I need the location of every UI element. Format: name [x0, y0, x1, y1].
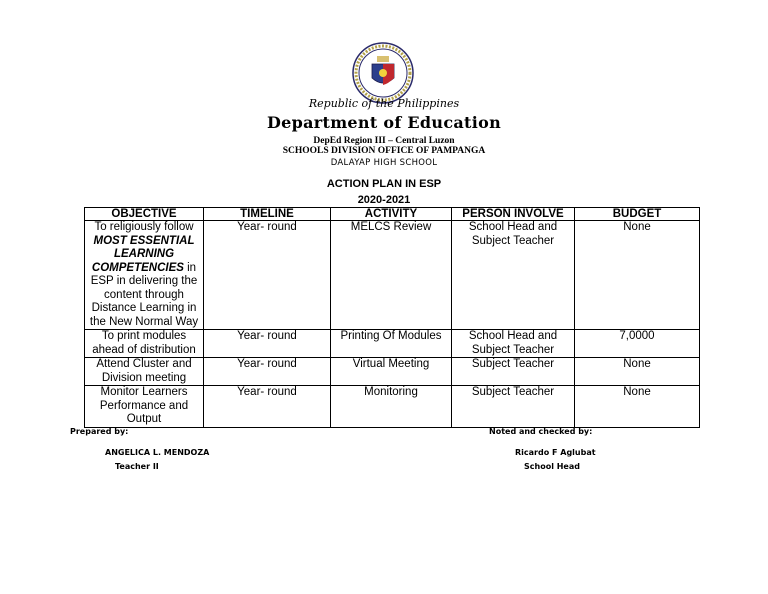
header-budget: BUDGET	[575, 208, 700, 221]
noted-by-label: Noted and checked by:	[489, 427, 593, 436]
header-timeline: TIMELINE	[204, 208, 331, 221]
person-cell: School Head and Subject Teacher	[452, 330, 575, 358]
timeline-cell: Year- round	[204, 358, 331, 386]
objective-text: in ESP in delivering the content through Distance Learning in the New Normal Way	[89, 261, 199, 328]
person-cell: Subject Teacher	[452, 358, 575, 386]
objective-cell: Monitor Learners Performance and Output	[85, 386, 204, 428]
objective-cell: To print modules ahead of distribution	[85, 330, 204, 358]
school-year: 2020-2021	[357, 194, 411, 206]
objective-emphasis: MOST ESSENTIAL LEARNING COMPETENCIES	[91, 234, 195, 274]
department-name: Department of Education	[266, 113, 502, 132]
budget-cell: None	[575, 358, 700, 386]
person-cell: Subject Teacher	[452, 386, 575, 428]
activity-cell: MELCS Review	[331, 221, 452, 330]
document-title: ACTION PLAN IN ESP	[326, 178, 442, 190]
header-objective: OBJECTIVE	[85, 208, 204, 221]
deped-seal-icon	[352, 42, 414, 104]
noted-by-title: School Head	[524, 462, 580, 471]
activity-cell: Virtual Meeting	[331, 358, 452, 386]
prepared-by-title: Teacher II	[115, 462, 159, 471]
action-plan-table	[84, 207, 700, 428]
timeline-cell: Year- round	[204, 386, 331, 428]
timeline-cell: Year- round	[204, 330, 331, 358]
timeline-cell: Year- round	[204, 221, 331, 330]
table-header-row	[85, 208, 700, 221]
budget-cell: 7,0000	[575, 330, 700, 358]
activity-cell: Monitoring	[331, 386, 452, 428]
school-name: DALAYAP HIGH SCHOOL	[330, 158, 438, 168]
republic-line: Republic of the Philippines	[308, 97, 460, 110]
budget-cell: None	[575, 221, 700, 330]
objective-cell	[85, 221, 204, 330]
noted-by-name: Ricardo F Aglubat	[515, 448, 596, 457]
division-line: SCHOOLS DIVISION OFFICE OF PAMPANGA	[282, 146, 486, 156]
objective-cell: Attend Cluster and Division meeting	[85, 358, 204, 386]
activity-cell: Printing Of Modules	[331, 330, 452, 358]
table-row	[85, 330, 700, 358]
prepared-by-name: ANGELICA L. MENDOZA	[105, 448, 210, 457]
table-row	[85, 221, 700, 330]
header-activity: ACTIVITY	[331, 208, 452, 221]
prepared-by-label: Prepared by:	[70, 427, 129, 436]
header-person: PERSON INVOLVE	[452, 208, 575, 221]
person-cell: School Head and Subject Teacher	[452, 221, 575, 330]
budget-cell: None	[575, 386, 700, 428]
table-row	[85, 386, 700, 428]
table-row	[85, 358, 700, 386]
region-line: DepEd Region III – Central Luzon	[313, 136, 455, 146]
objective-text: To religiously follow	[94, 221, 194, 233]
